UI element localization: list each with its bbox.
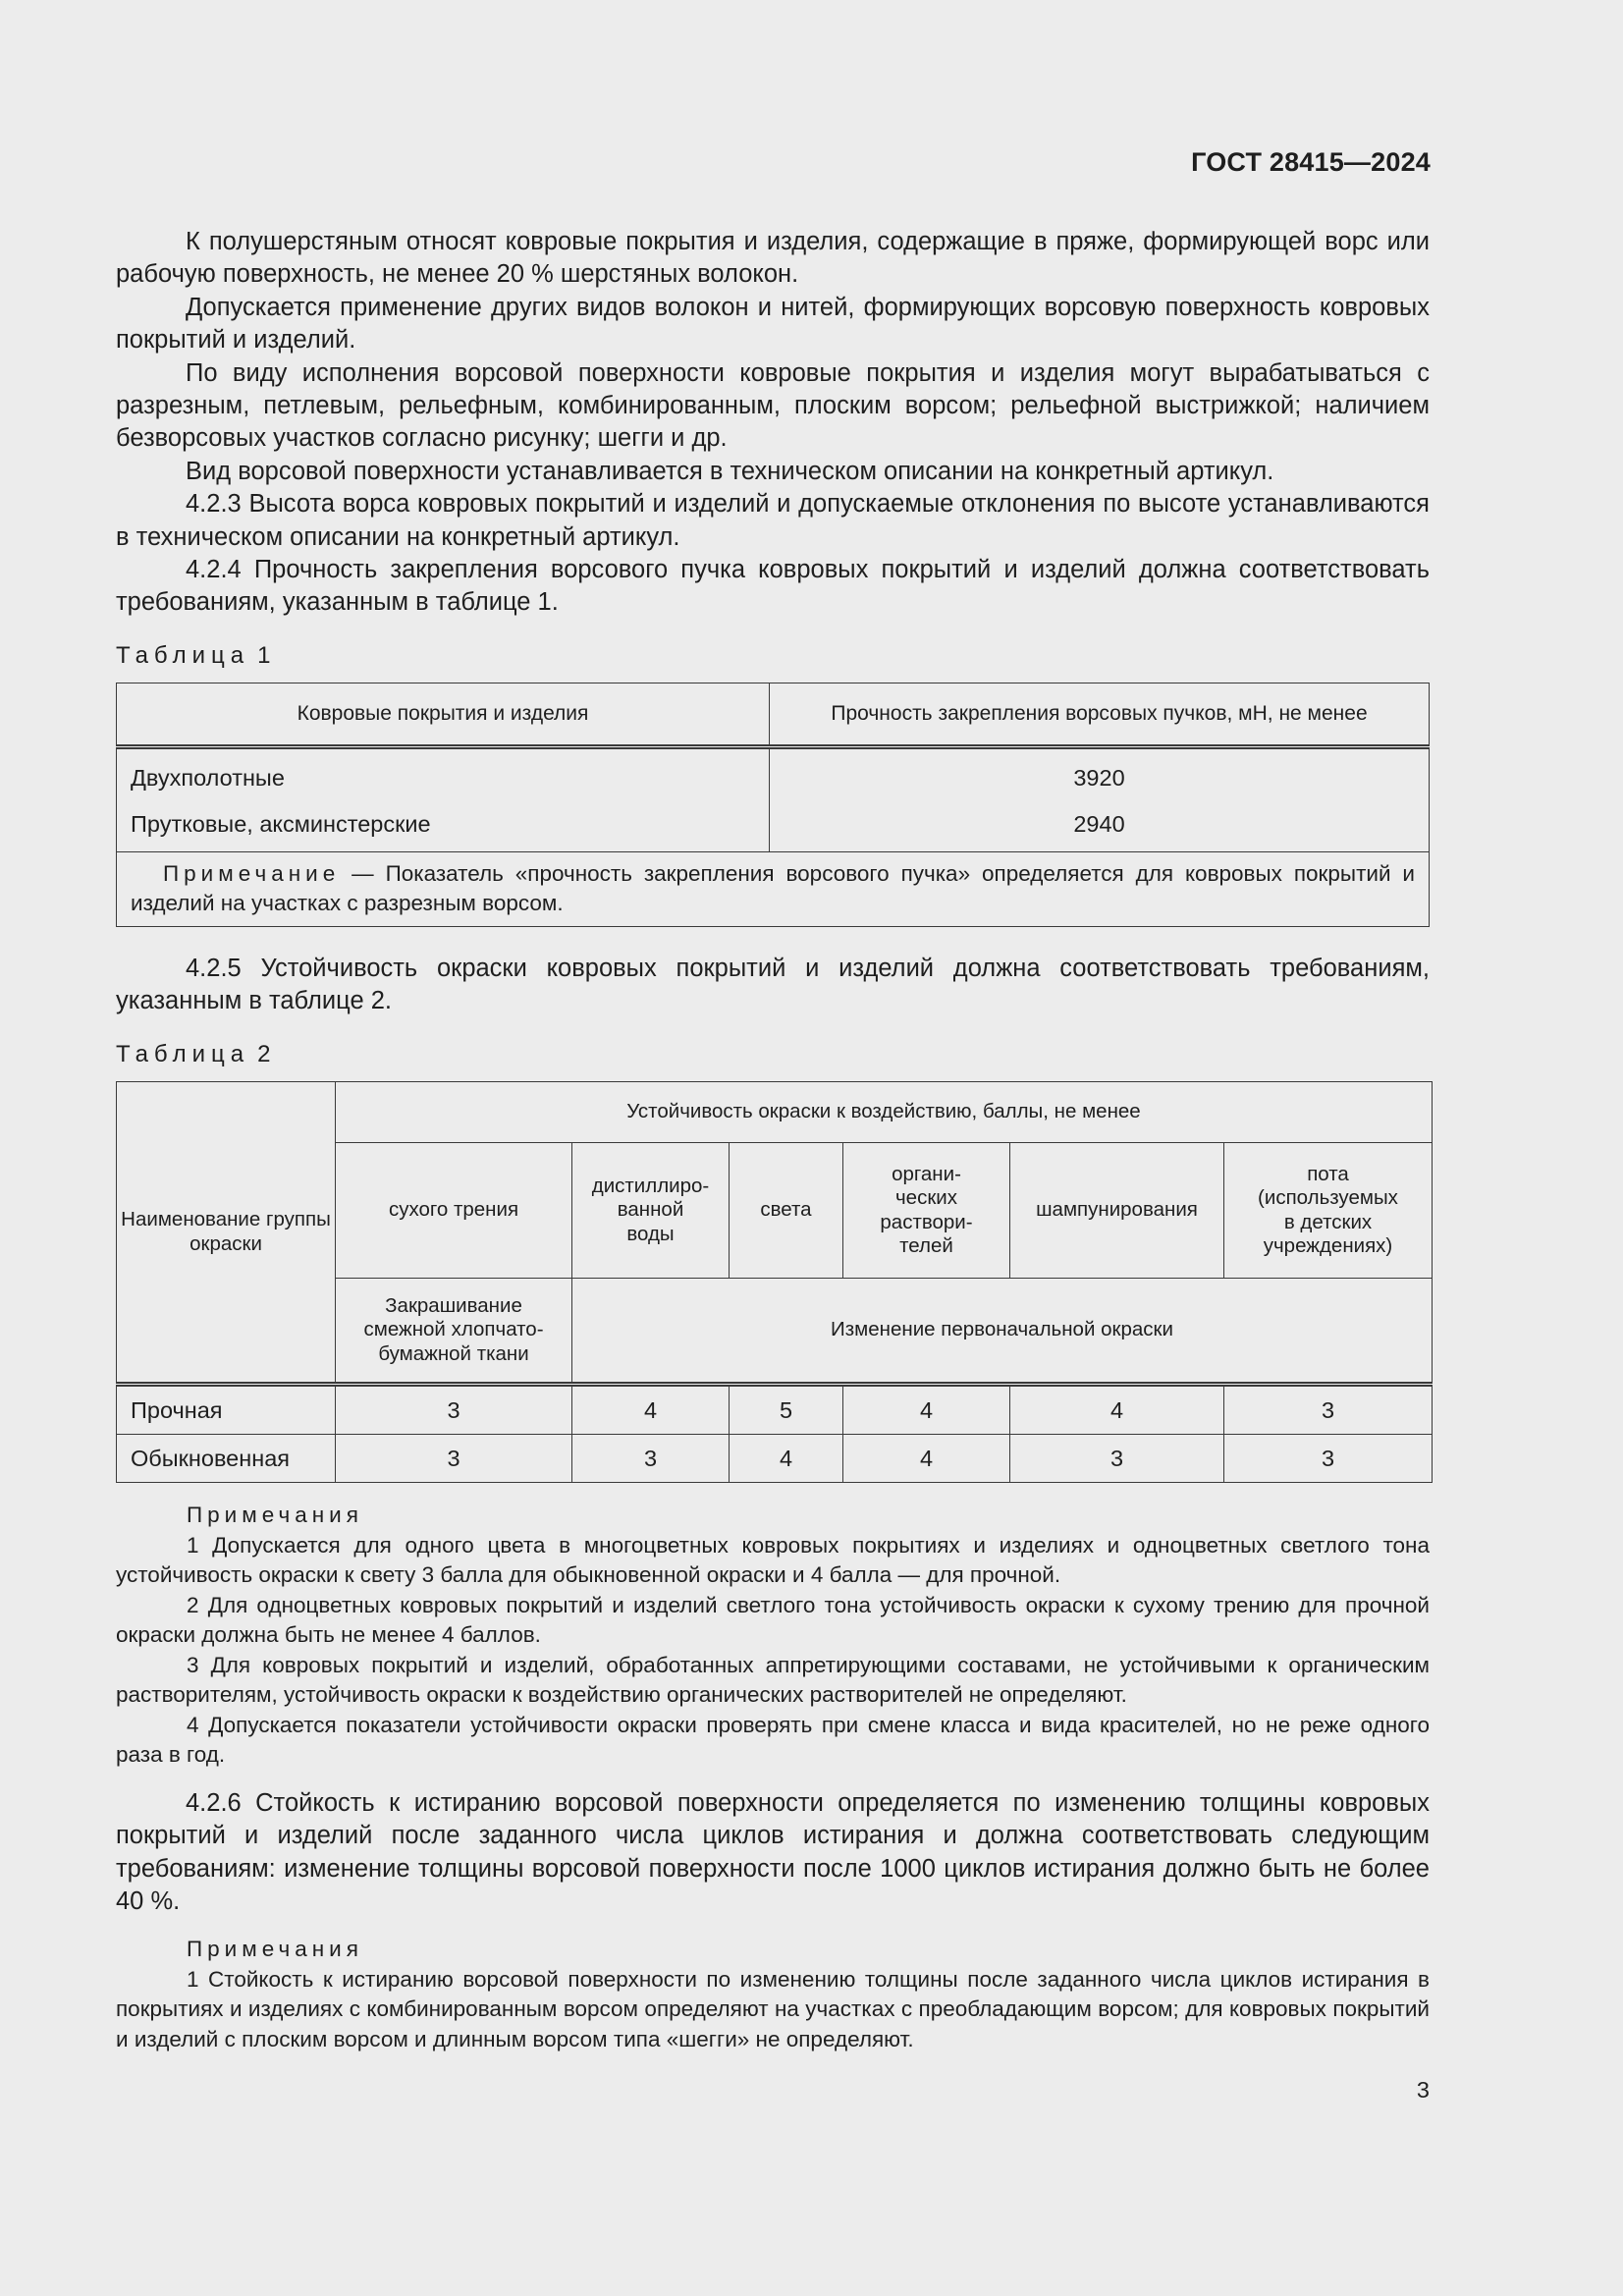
table2-header-group: Наименование группы окраски [117,1082,336,1385]
notes-title: Примечания [187,1937,363,1961]
table2-cell: 5 [730,1385,843,1435]
table2-row-name: Обыкновенная [117,1435,336,1483]
note-item: 2 Для одноцветных ковровых покрытий и изделий светлого тона устойчивость окраски к сухому трению для прочной окраски должна быть не менее 4 баллов. [116,1592,1430,1647]
table2-cell: 4 [572,1385,730,1435]
table2-subheader: света [730,1143,843,1279]
table1-row-name: Двухполотные [117,747,770,802]
table2-cell: 3 [336,1385,572,1435]
paragraph-4-2-6: 4.2.6 Стойкость к истиранию ворсовой поверхности определяется по изменению толщины ковровых покрытий и изделий после заданного числа циклов истирания и должна соответствовать следующим требованиям: изменение толщины ворсовой поверхности после 1000 циклов истирания должно быть не более 40 %. [116,1789,1430,1916]
table2-subheader: сухого трения [336,1143,572,1279]
paragraph: Допускается применение других видов волокон и нитей, формирующих ворсовую поверхность ковровых покрытий и изделий. [116,293,1430,355]
note-item: 1 Стойкость к истиранию ворсовой поверхности по изменению толщины после заданного числа циклов истирания в покрытиях и изделиях с комбинированным ворсом определяют на участках с преобладающим ворсом; для ковровых покрытий и изделий с плоским ворсом и длинным ворсом типа «шегги» не определяют. [116,1966,1430,2051]
table2-caption [116,1041,1430,1068]
document-number: ГОСТ 28415—2024 [1191,147,1431,177]
paragraph-4-2-3: 4.2.3 Высота ворса ковровых покрытий и изделий и допускаемые отклонения по высоте устанавливаются в техническом описании на конкретный артикул. [116,490,1430,551]
paragraph-4-2-4: 4.2.4 Прочность закрепления ворсового пучка ковровых покрытий и изделий должна соответствовать требованиям, указанным в таблице 1. [116,556,1430,617]
table2-cell: 3 [572,1435,730,1483]
table2-cell: 3 [1224,1435,1433,1483]
table2-cell: 4 [730,1435,843,1483]
table1-note-label: Примечание [163,861,341,886]
table2 [116,1081,1433,1483]
table1-header-products: Ковровые покрытия и изделия [117,683,770,747]
table2-subheader: дистиллиро- ванной воды [572,1143,730,1279]
table2-cell: 3 [1010,1435,1224,1483]
table1-row-value: 2940 [770,801,1430,852]
table2-notes [116,1501,1430,1771]
table2-subheader: шампунирования [1010,1143,1224,1279]
table2-header-change: Изменение первоначальной окраски [572,1279,1433,1385]
table2-header-top: Устойчивость окраски к воздействию, баллы, не менее [336,1082,1433,1143]
table2-cell: 4 [1010,1385,1224,1435]
page-number: 3 [1416,2077,1430,2103]
paragraph-4-2-5: 4.2.5 Устойчивость окраски ковровых покрытий и изделий должна соответствовать требованиям, указанным в таблице 2. [116,955,1430,1015]
intro-text [116,226,1430,620]
table2-subheader: органи- ческих раствори- телей [843,1143,1010,1279]
table2-cell: 3 [336,1435,572,1483]
paragraph-4-2-6-block [116,1787,1430,1919]
notes-title: Примечания [187,1503,363,1527]
note-item: 4 Допускается показатели устойчивости окраски проверять при смене класса и вида красителей, но не реже одного раза в год. [116,1712,1430,1767]
table1-note [117,852,1430,927]
table2-caption-number: 2 [257,1041,271,1067]
table1-caption [116,642,1430,670]
table2-row-name: Прочная [117,1385,336,1435]
paragraph-4-2-5-block [116,953,1430,1018]
table2-cell: 3 [1224,1385,1433,1435]
table2-cell: 4 [843,1385,1010,1435]
table2-cell: 4 [843,1435,1010,1483]
table2-caption-word: Таблица [116,1041,250,1067]
paragraph: К полушерстяным относят ковровые покрытия и изделия, содержащие в пряже, формирующей ворс или рабочую поверхность, не менее 20 % шерстяных волокон. [116,228,1430,289]
note-item: 1 Допускается для одного цвета в многоцветных ковровых покрытиях и изделиях и одноцветных светлого тона устойчивость окраски к свету 3 балла для обыкновенной окраски и 4 балла — для прочной. [116,1532,1430,1587]
table2-header-staining: Закрашивание смежной хлопчато-бумажной ткани [336,1279,572,1385]
table1 [116,683,1430,927]
table2-subheader: пота (используемых в детских учреждениях) [1224,1143,1433,1279]
paragraph: По виду исполнения ворсовой поверхности ковровые покрытия и изделия могут вырабатываться с разрезным, петлевым, рельефным, комбинированным, плоским ворсом; рельефной выстрижкой; наличием безворсовых участков согласно рисунку; шегги и др. [116,358,1430,453]
table1-note-text: — Показатель «прочность закрепления ворсового пучка» определяется для ковровых покрытий и изделий на участках с разрезным ворсом. [131,861,1415,915]
table1-caption-word: Таблица [116,642,250,669]
note-item: 3 Для ковровых покрытий и изделий, обработанных аппретирующими составами, не устойчивыми к органическим растворителям, устойчивость окраски к воздействию органических растворителей не определяют. [116,1652,1430,1707]
table1-row-value: 3920 [770,747,1430,802]
table1-caption-number: 1 [257,642,271,669]
table1-row-name: Прутковые, аксминстерские [117,801,770,852]
paragraph: Вид ворсовой поверхности устанавливается в техническом описании на конкретный артикул. [186,457,1274,485]
abrasion-notes [116,1935,1430,2054]
table1-header-strength: Прочность закрепления ворсовых пучков, мН, не менее [770,683,1430,747]
